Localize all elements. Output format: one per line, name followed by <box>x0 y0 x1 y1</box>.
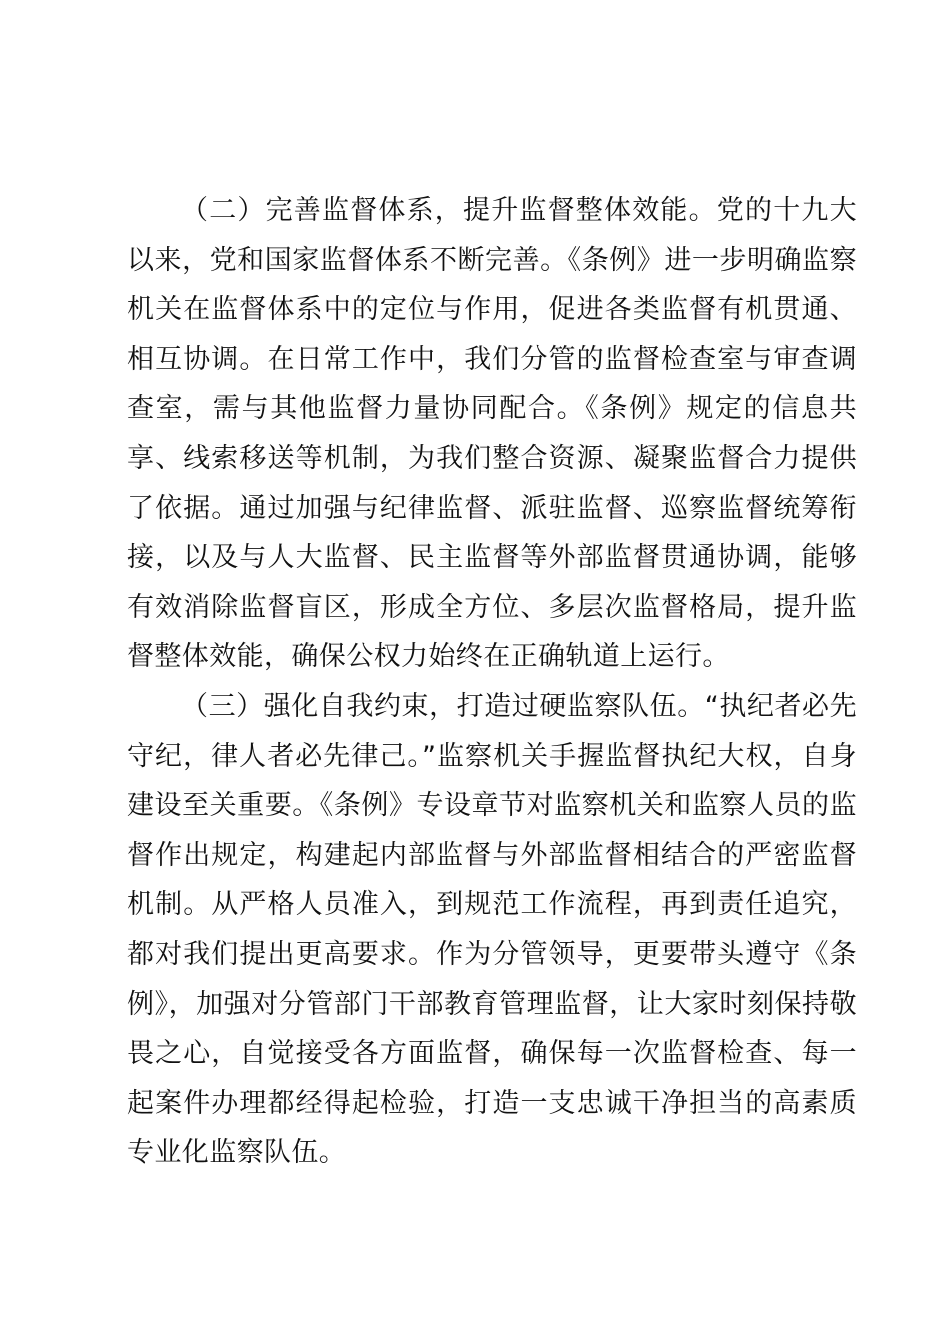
paragraph-strengthen-self-discipline: （三）强化自我约束，打造过硬监察队伍。“执纪者必先守纪，律人者必先律己。”监察机关手握监督执纪大权，自身建设至关重要。《条例》专设章节对监察机关和监察人员的监督作出规定，构建起内部监督与外部监督相结合的严密监督机制。从严格人员准入，到规范工作流程，再到责任追究，都对我们提出更高要求。作为分管领导，更要带头遵守《条例》，加强对分管部门干部教育管理监督，让大家时刻保持敬畏之心，自觉接受各方面监督，确保每一次监督检查、每一起案件办理都经得起检验，打造一支忠诚干净担当的高素质专业化监察队伍。 <box>127 690 857 1169</box>
paragraph-improve-supervision-system: （二）完善监督体系，提升监督整体效能。党的十九大以来，党和国家监督体系不断完善。《条例》进一步明确监察机关在监督体系中的定位与作用，促进各类监督有机贯通、相互协调。在日常工作中，我们分管的监督检查室与审查调查室，需与其他监督力量协同配合。《条例》规定的信息共享、线索移送等机制，为我们整合资源、凝聚监督合力提供了依据。通过加强与纪律监督、派驻监督、巡察监督统筹衔接，以及与人大监督、民主监督等外部监督贯通协调，能够有效消除监督盲区，形成全方位、多层次监督格局，提升监督整体效能，确保公权力始终在正确轨道上运行。 <box>127 195 857 673</box>
document-body <box>127 186 857 1178</box>
